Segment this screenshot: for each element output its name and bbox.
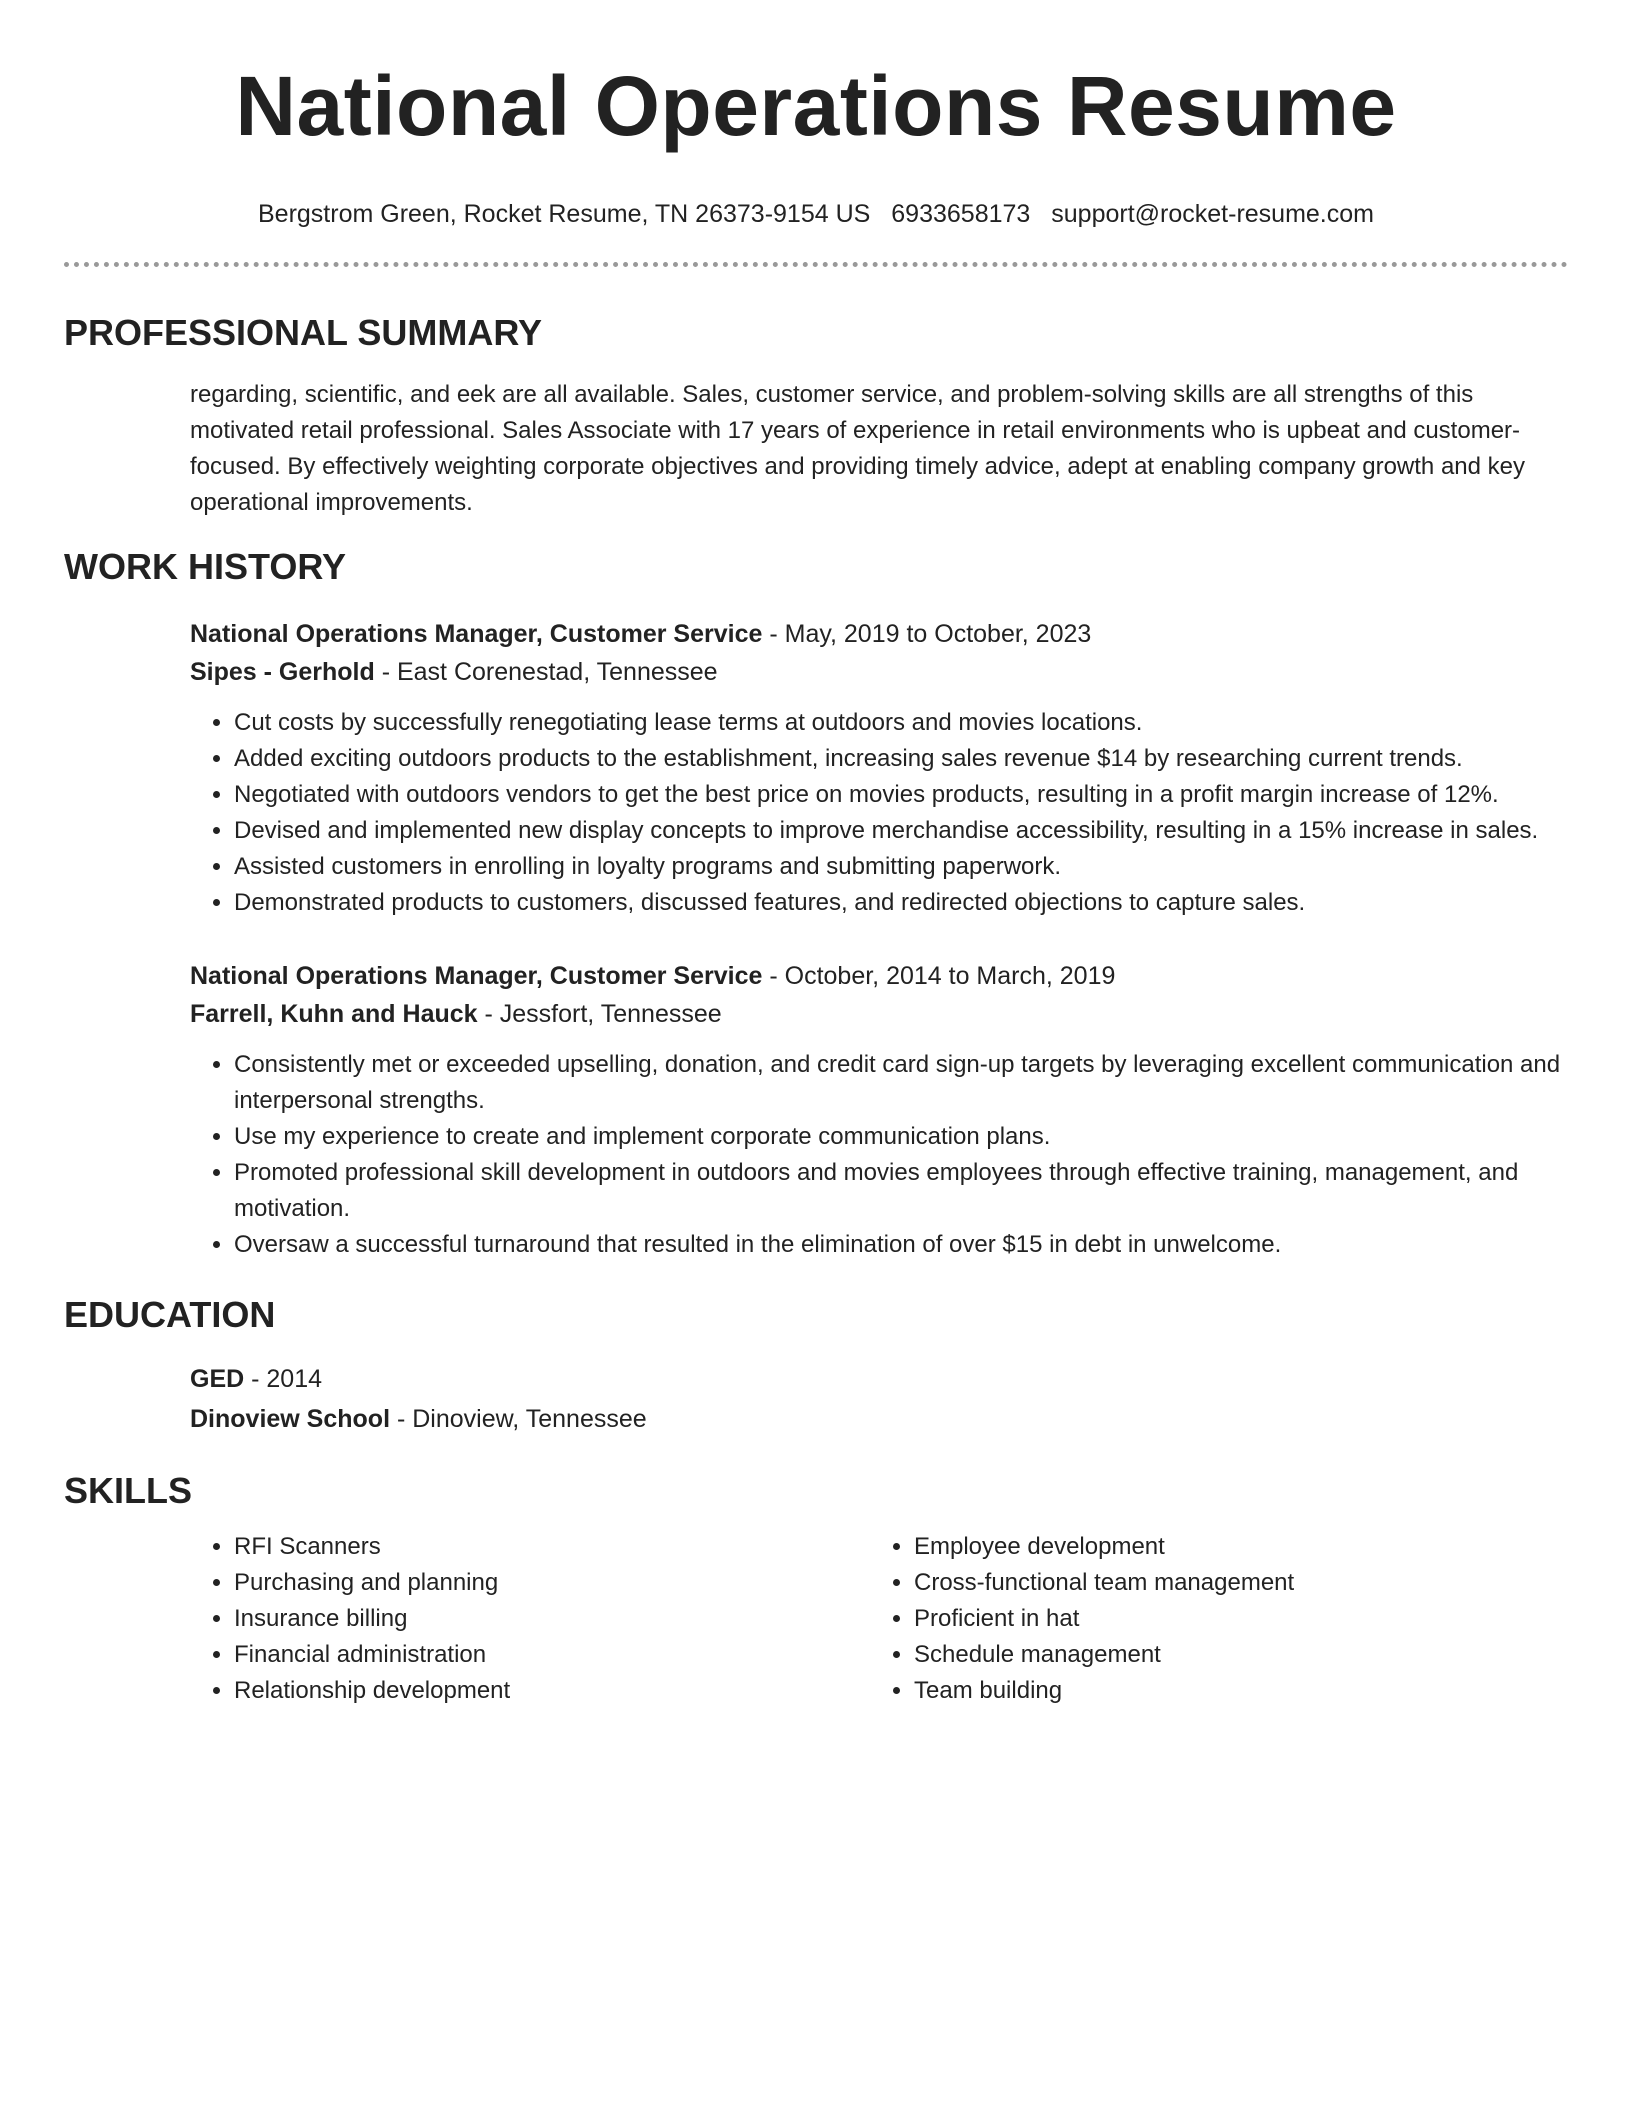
job-title-line	[190, 615, 1568, 653]
list-item: • Financial administration	[234, 1637, 870, 1673]
contact-email: support@rocket-resume.com	[1051, 200, 1374, 228]
job-company-line	[190, 653, 1568, 691]
list-item: • Added exciting outdoors products to the establishment, increasing sales revenue $14 by researching current trends.	[234, 741, 1568, 777]
education-school-line	[190, 1399, 1568, 1439]
list-item: • Devised and implemented new display concepts to improve merchandise accessibility, resulting in a 15% increase in sales.	[234, 813, 1568, 849]
education-degree: GED	[190, 1365, 245, 1393]
list-item: • Consistently met or exceeded upselling, donation, and credit card sign-up targets by leveraging excellent communication and interpersonal strengths.	[234, 1047, 1568, 1119]
list-item: • Proficient in hat	[914, 1601, 1550, 1637]
job-entry	[190, 957, 1568, 1263]
job-bullets	[190, 1047, 1568, 1263]
job-entry	[190, 615, 1568, 921]
education-school: Dinoview School	[190, 1405, 391, 1433]
job-position: National Operations Manager, Customer Service	[190, 962, 763, 990]
education-degree-line	[190, 1359, 1568, 1399]
work-history-heading: WORK HISTORY	[64, 546, 347, 587]
skills-list	[190, 1529, 1568, 1709]
list-item: • Purchasing and planning	[234, 1565, 870, 1601]
job-company: Farrell, Kuhn and Hauck	[190, 1000, 478, 1028]
summary-heading: PROFESSIONAL SUMMARY	[64, 312, 543, 353]
summary-text: regarding, scientific, and eek are all available. Sales, customer service, and problem-solving skills are all strengths of this motivated retail professional. Sales Associate with 17 years of experience in retail environments who is upbeat and customer-focused. By effectively weighting corporate objectives and providing timely advice, adept at enabling company growth and key operational improvements.	[190, 381, 1525, 516]
job-position: National Operations Manager, Customer Service	[190, 620, 763, 648]
resume-header	[64, 0, 1568, 230]
education-location: - Dinoview, Tennessee	[390, 1405, 647, 1433]
list-item: • Promoted professional skill development in outdoors and movies employees through effective training, management, and motivation.	[234, 1155, 1568, 1227]
list-item: • Use my experience to create and implement corporate communication plans.	[234, 1119, 1568, 1155]
list-item: • Schedule management	[914, 1637, 1550, 1673]
job-location: - Jessfort, Tennessee	[477, 1000, 722, 1028]
contact-line	[64, 198, 1568, 230]
job-company: Sipes - Gerhold	[190, 658, 375, 686]
list-item: • Demonstrated products to customers, discussed features, and redirected objections to capture sales.	[234, 885, 1568, 921]
education-year: - 2014	[244, 1365, 323, 1393]
list-item: • Oversaw a successful turnaround that resulted in the elimination of over $15 in debt in unwelcome.	[234, 1227, 1568, 1263]
skills-column-left	[190, 1529, 870, 1709]
header-divider	[64, 262, 1568, 267]
skills-column-right	[870, 1529, 1550, 1709]
list-item: • RFI Scanners	[234, 1529, 870, 1565]
list-item: • Relationship development	[234, 1673, 870, 1709]
job-location: - East Corenestad, Tennessee	[374, 658, 718, 686]
list-item: • Assisted customers in enrolling in loyalty programs and submitting paperwork.	[234, 849, 1568, 885]
contact-address: Bergstrom Green, Rocket Resume, TN 26373-9154 US	[258, 200, 871, 228]
education-entry	[190, 1359, 1568, 1439]
skills-heading: SKILLS	[64, 1470, 193, 1511]
list-item: • Negotiated with outdoors vendors to get the best price on movies products, resulting in a profit margin increase of 12%.	[234, 777, 1568, 813]
list-item: • Team building	[914, 1673, 1550, 1709]
list-item: • Insurance billing	[234, 1601, 870, 1637]
job-dates: - October, 2014 to March, 2019	[762, 962, 1116, 990]
education-heading: EDUCATION	[64, 1294, 276, 1335]
contact-phone: 6933658173	[891, 200, 1031, 228]
job-company-line	[190, 995, 1568, 1033]
job-bullets	[190, 705, 1568, 921]
list-item: • Employee development	[914, 1529, 1550, 1565]
resume-title: National Operations Resume	[235, 59, 1397, 153]
job-title-line	[190, 957, 1568, 995]
list-item: • Cross-functional team management	[914, 1565, 1550, 1601]
job-dates: - May, 2019 to October, 2023	[762, 620, 1092, 648]
list-item: • Cut costs by successfully renegotiating lease terms at outdoors and movies locations.	[234, 705, 1568, 741]
